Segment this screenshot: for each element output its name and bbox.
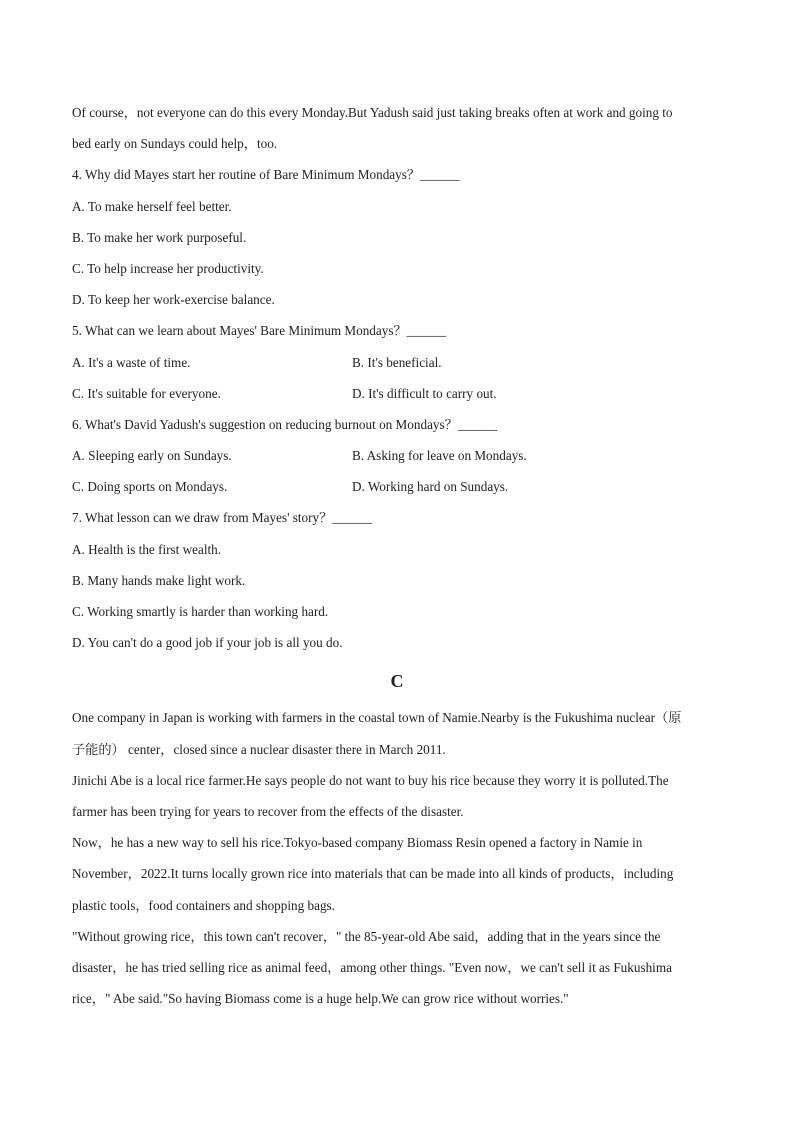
question-stem: 6. What's David Yadush's suggestion on reducing burnout on Mondays？______ [72, 416, 498, 432]
passage-line: plastic tools，food containers and shopping bags. [72, 897, 335, 913]
passage-line: farmer has been trying for years to recover from the effects of the disaster. [72, 803, 464, 819]
passage-line: rice，" Abe said."So having Biomass come is a huge help.We can grow rice without worries." [72, 991, 569, 1007]
question-stem: 7. What lesson can we draw from Mayes' story？______ [72, 510, 372, 526]
passage-line: 子能的） center，closed since a nuclear disaster there in March 2011. [72, 741, 446, 757]
passage-line: "Without growing rice，this town can't recover，" the 85-year-old Abe said，adding that in the years since the [72, 928, 661, 944]
option-row [72, 378, 722, 409]
passage-line: November，2022.It turns locally grown rice into materials that can be made into all kinds of products，including [72, 866, 674, 882]
passage-line: Now，he has a new way to sell his rice.Tokyo-based company Biomass Resin opened a factory in Namie in [72, 835, 643, 851]
answer-option: C. To help increase her productivity. [72, 260, 264, 276]
option-row [72, 471, 722, 502]
answer-option: D. Working hard on Sundays. [352, 479, 509, 495]
answer-option: A. It's a waste of time. [72, 354, 191, 370]
answer-option: C. It's suitable for everyone. [72, 385, 221, 401]
section-heading: C [390, 671, 404, 692]
passage-line: Jinichi Abe is a local rice farmer.He says people do not want to buy his rice because they worry it is polluted.The [72, 772, 669, 788]
answer-option: B. Many hands make light work. [72, 572, 246, 588]
question-stem: 5. What can we learn about Mayes' Bare Minimum Mondays？______ [72, 323, 447, 339]
passage-line: One company in Japan is working with farmers in the coastal town of Namie.Nearby is the Fukushima nuclear（原 [72, 710, 682, 726]
page-content [72, 97, 722, 1014]
option-row [72, 440, 722, 471]
answer-option: B. Asking for leave on Mondays. [352, 448, 527, 464]
question-stem: 4. Why did Mayes start her routine of Bare Minimum Mondays？______ [72, 167, 460, 183]
intro-line: bed early on Sundays could help，too. [72, 136, 278, 152]
answer-option: A. Health is the first wealth. [72, 541, 222, 557]
answer-option: D. It's difficult to carry out. [352, 385, 497, 401]
answer-option: D. To keep her work-exercise balance. [72, 292, 275, 308]
passage-line: disaster，he has tried selling rice as animal feed，among other things. "Even now，we can't sell it as Fukushima [72, 959, 672, 975]
answer-option: C. Doing sports on Mondays. [72, 479, 228, 495]
answer-option: A. Sleeping early on Sundays. [72, 448, 232, 464]
answer-option: B. To make her work purposeful. [72, 229, 247, 245]
answer-option: B. It's beneficial. [352, 354, 442, 370]
answer-option: D. You can't do a good job if your job is all you do. [72, 635, 343, 651]
answer-option: C. Working smartly is harder than working hard. [72, 604, 329, 619]
intro-line: Of course，not everyone can do this every Monday.But Yadush said just taking breaks often at work and going to [72, 105, 673, 120]
option-row [72, 347, 722, 378]
answer-option: A. To make herself feel better. [72, 198, 232, 214]
